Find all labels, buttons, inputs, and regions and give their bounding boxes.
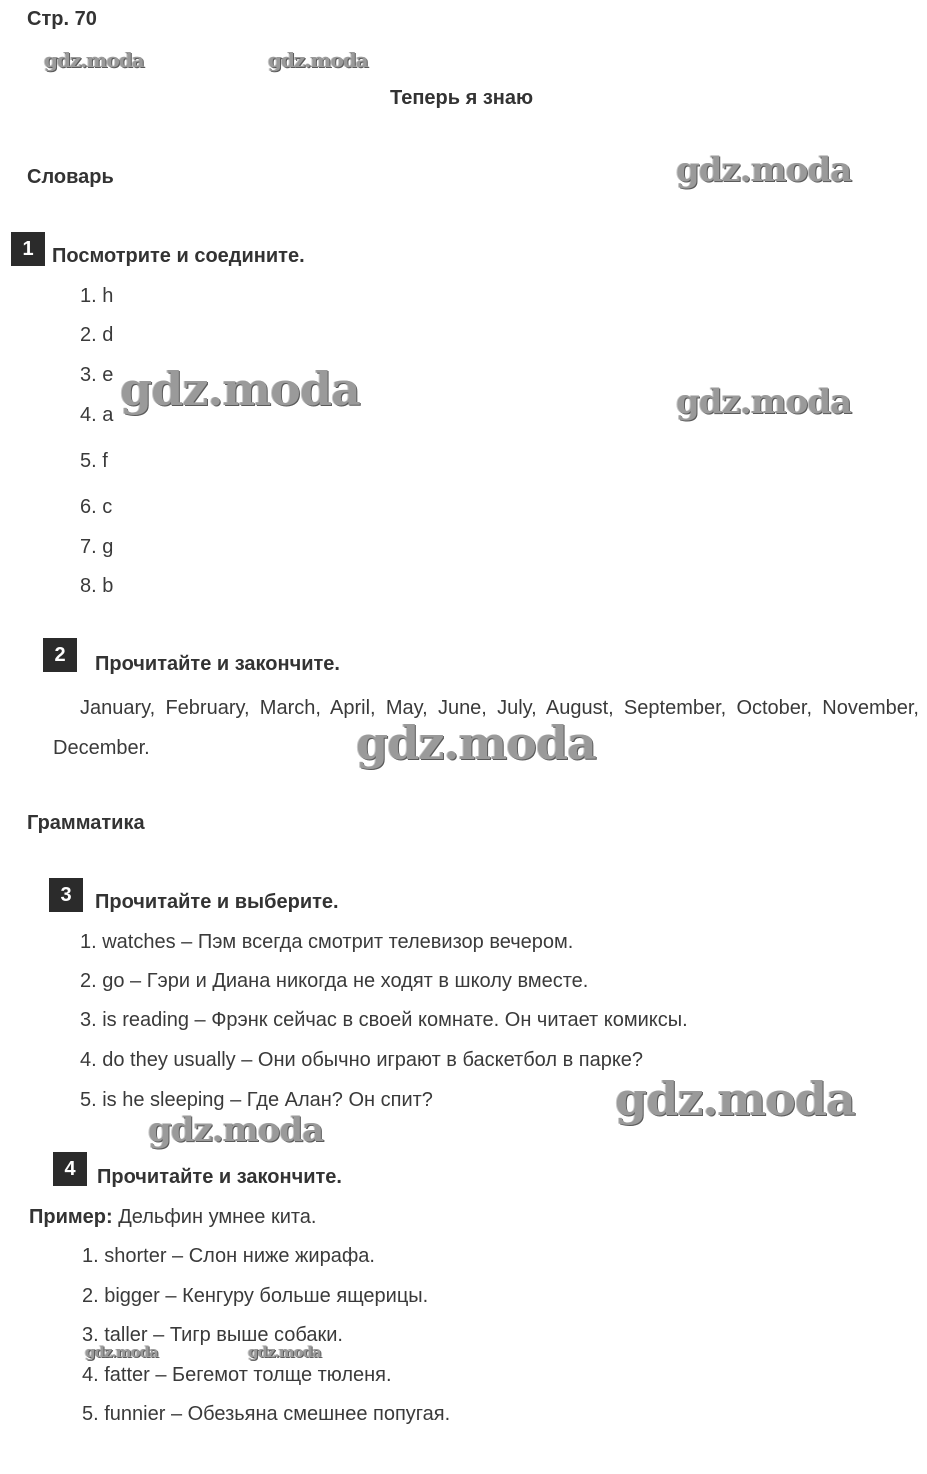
list-item: 4. do they usually – Они обычно играют в баскетбол в парке? [80, 1049, 644, 1071]
page-title: Теперь я знаю [390, 87, 534, 109]
list-item: 5. funnier – Обезьяна смешнее попугая. [82, 1403, 451, 1425]
list-item: 2. d [80, 324, 114, 346]
watermark: gdz.moda [676, 150, 852, 190]
watermark: gdz.moda [120, 362, 360, 416]
watermark: gdz.moda [248, 1343, 321, 1361]
watermark: gdz.moda [676, 382, 852, 422]
example-text: Дельфин умнее кита. [118, 1206, 317, 1228]
list-item: 1. h [80, 285, 114, 307]
list-item: 5. f [80, 450, 108, 472]
list-item: 3. is reading – Фрэнк сейчас в своей комнате. Он читает комиксы. [80, 1009, 688, 1031]
list-item: 3. taller – Тигр выше собаки. [82, 1324, 343, 1346]
task-heading: Прочитайте и закончите. [97, 1166, 342, 1188]
list-item: 3. e [80, 364, 114, 386]
list-item: 1. watches – Пэм всегда смотрит телевизор вечером. [80, 931, 574, 953]
list-item: 6. c [80, 496, 113, 518]
watermark: gdz.moda [268, 48, 368, 72]
list-item: 2. bigger – Кенгуру больше ящерицы. [82, 1285, 429, 1307]
task-number-badge: 4 [53, 1152, 87, 1186]
list-item: 2. go – Гэри и Диана никогда не ходят в школу вместе. [80, 970, 589, 992]
task-number-badge: 3 [49, 878, 83, 912]
list-item: 5. is he sleeping – Где Алан? Он спит? [80, 1089, 433, 1111]
list-item: 4. a [80, 404, 114, 426]
watermark: gdz.moda [148, 1110, 324, 1150]
example-line [29, 1206, 316, 1229]
list-item: 7. g [80, 536, 114, 558]
task-number-badge: 2 [43, 638, 77, 672]
watermark: gdz.moda [44, 48, 144, 72]
task-heading: Прочитайте и закончите. [95, 653, 340, 675]
list-item: 4. fatter – Бегемот толще тюленя. [82, 1364, 392, 1386]
example-label: Пример: [29, 1206, 113, 1228]
watermark: gdz.moda [356, 716, 596, 770]
watermark: gdz.moda [615, 1072, 855, 1126]
section-heading-vocab: Словарь [27, 166, 114, 188]
list-item: 8. b [80, 575, 114, 597]
task-number-badge: 1 [11, 232, 45, 266]
answer-paragraph: January, February, March, April, May, June, July, August, September, October, November, December. [53, 697, 919, 759]
list-item: 1. shorter – Слон ниже жирафа. [82, 1245, 375, 1267]
task-heading: Посмотрите и соедините. [52, 245, 305, 267]
task-heading: Прочитайте и выберите. [95, 891, 339, 913]
page-number: Стр. 70 [27, 8, 97, 30]
section-heading-grammar: Грамматика [27, 812, 145, 834]
watermark: gdz.moda [85, 1343, 158, 1361]
